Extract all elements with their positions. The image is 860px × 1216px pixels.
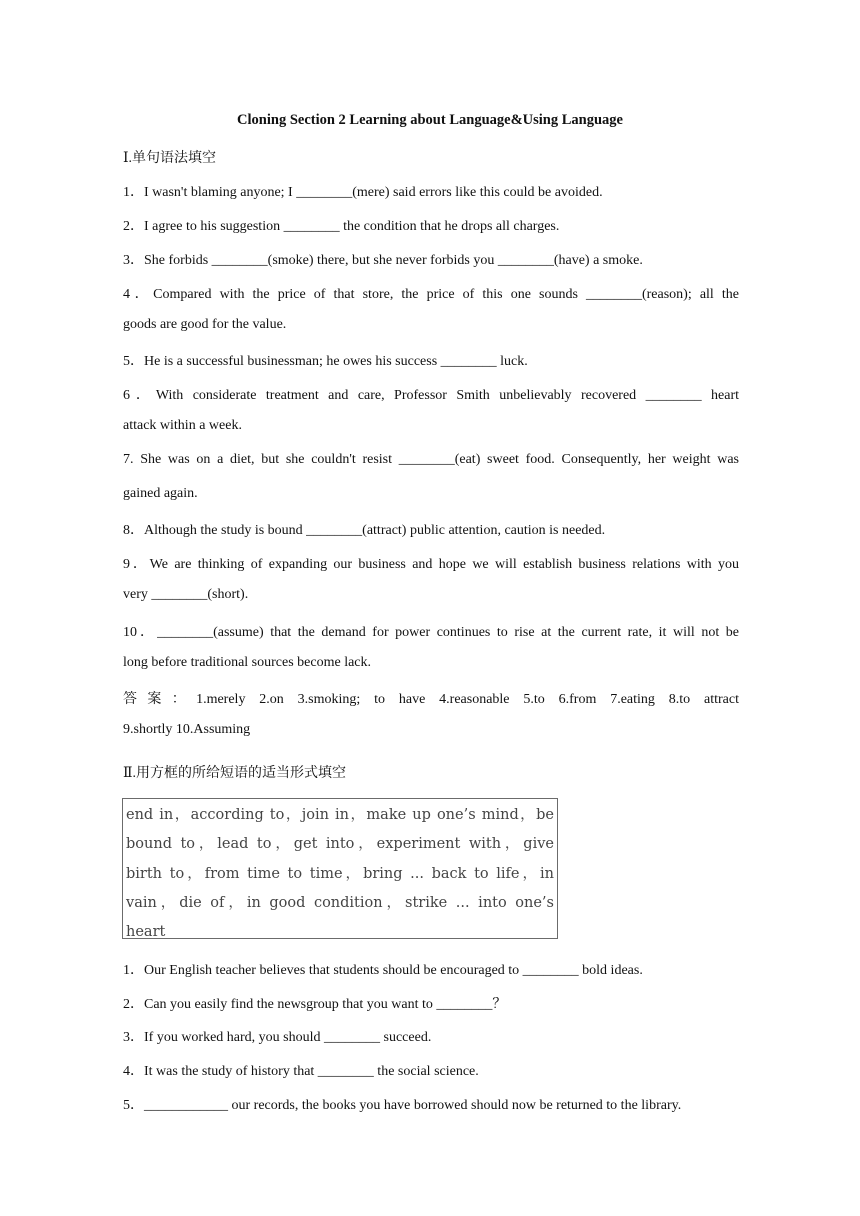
section-heading-1: Ⅰ.单句语法填空 [123,151,217,166]
answers-line-1: 答案：1.merely 2.on 3.smoking; to have 4.reasonable 5.to 6.from 7.eating 8.to attract [123,692,739,707]
question-6: 6．With considerate treatment and care, Professor Smith unbelievably recovered ________ heart [123,388,739,403]
question-4: 4．Compared with the price of that store, the price of this one sounds ________(reason); all the [123,287,739,302]
page-title: Cloning Section 2 Learning about Language&Using Language [237,112,623,128]
phrase-box [122,798,558,939]
answers-line-2: 9.shortly 10.Assuming [123,722,251,737]
phrase-box-line: vain，die of，in good condition，strike ... into one’s [126,894,554,911]
question-9-cont: very ________(short). [123,587,249,602]
question-9: 9．We are thinking of expanding our business and hope we will establish business relations with you [123,557,739,572]
question-7: 7. She was on a diet, but she couldn't resist ________(eat) sweet food. Consequently, her weight was [123,452,739,467]
phrase-box-line: end in，according to，join in，make up one’s mind，be [126,807,554,823]
exercise2-question-4: 4．It was the study of history that ________ the social science. [123,1064,479,1079]
question-5: 5．He is a successful businessman; he owes his success ________ luck. [123,354,528,369]
question-10: 10．________(assume) that the demand for power continues to rise at the current rate, it will not be [123,625,739,640]
phrase-box-line: bound to，lead to，get into，experiment with，give [126,836,554,853]
phrase-box-line: birth to，from time to time，bring ... back to life，in [126,865,554,882]
question-1: 1．I wasn't blaming anyone; I ________(mere) said errors like this could be avoided. [123,185,603,200]
phrase-box-line: heart [126,924,166,941]
exercise2-question-5: 5．____________ our records, the books you have borrowed should now be returned to the library. [123,1098,682,1113]
question-6-cont: attack within a week. [123,418,242,433]
exercise2-question-1: 1．Our English teacher believes that students should be encouraged to ________ bold ideas. [123,963,643,978]
question-3: 3．She forbids ________(smoke) there, but she never forbids you ________(have) a smoke. [123,253,643,268]
question-10-cont: long before traditional sources become lack. [123,655,372,670]
question-2: 2．I agree to his suggestion ________ the condition that he drops all charges. [123,219,560,234]
question-4-cont: goods are good for the value. [123,317,287,332]
question-8: 8．Although the study is bound ________(attract) public attention, caution is needed. [123,523,606,538]
section-heading-2: Ⅱ.用方框的所给短语的适当形式填空 [123,766,347,781]
question-7-cont: gained again. [123,486,198,501]
exercise2-question-3: 3．If you worked hard, you should ________ succeed. [123,1030,432,1045]
exercise2-question-2: 2．Can you easily find the newsgroup that you want to ________？ [123,997,507,1012]
